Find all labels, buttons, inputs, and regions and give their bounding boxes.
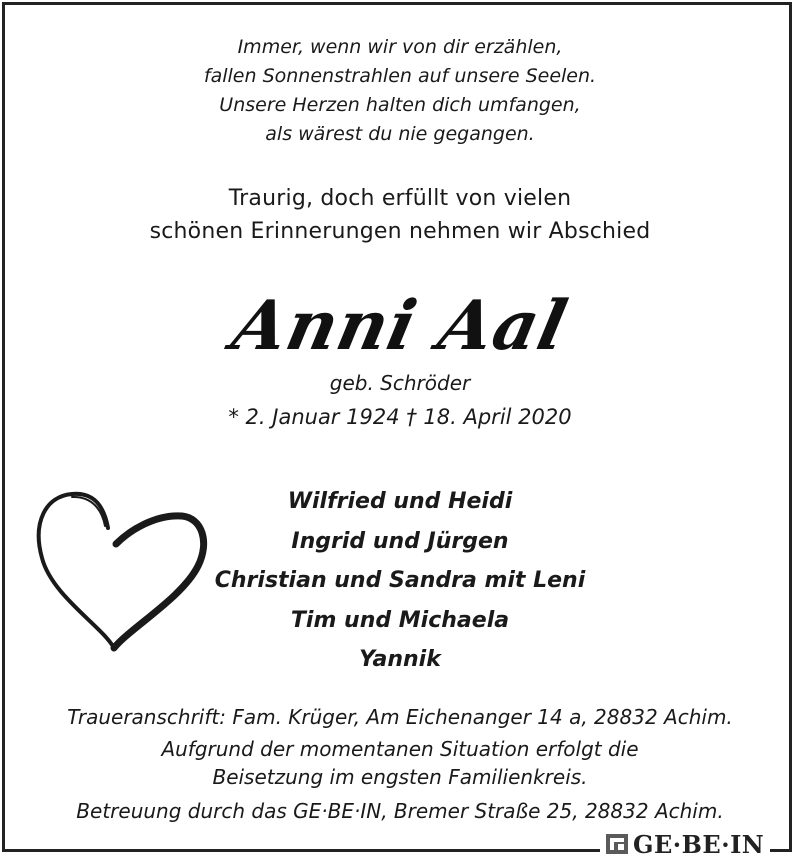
farewell-line-2: schönen Erinnerungen nehmen wir Abschied	[149, 219, 651, 244]
poem-line-2: fallen Sonnenstrahlen auf unsere Seelen.	[203, 65, 597, 87]
poem-line-3: Unsere Herzen halten dich umfangen,	[219, 94, 581, 116]
undertaker-info: Betreuung durch das GE·BE·IN, Bremer Straße 25, 28832 Achim.	[76, 799, 724, 823]
poem-line-4: als wärest du nie gegangen.	[265, 123, 535, 145]
mourner-4: Tim und Michaela	[290, 608, 510, 633]
funeral-home-logo-icon	[604, 832, 630, 856]
burial-notice-line-1: Aufgrund der momentanen Situation erfolgt die	[161, 737, 639, 761]
life-dates: * 2. Januar 1924 † 18. April 2020	[228, 405, 572, 429]
poem-line-1: Immer, wenn wir von dir erzählen,	[237, 36, 563, 58]
mourner-5: Yannik	[359, 647, 441, 672]
mourner-1: Wilfried und Heidi	[287, 489, 513, 514]
mourner-2: Ingrid und Jürgen	[291, 529, 509, 554]
burial-notice-line-2: Beisetzung im engsten Familienkreis.	[212, 765, 588, 789]
undertaker-logo	[600, 829, 770, 859]
mourning-address: Traueranschrift: Fam. Krüger, Am Eichenanger 14 a, 28832 Achim.	[67, 705, 733, 729]
logo-text: GE·BE·IN	[633, 829, 765, 859]
farewell-line-1: Traurig, doch erfüllt von vielen	[228, 186, 572, 211]
birth-name: geb. Schröder	[329, 371, 471, 395]
mourner-3: Christian und Sandra mit Leni	[214, 568, 586, 593]
deceased-name: Anni Aal	[225, 286, 575, 366]
